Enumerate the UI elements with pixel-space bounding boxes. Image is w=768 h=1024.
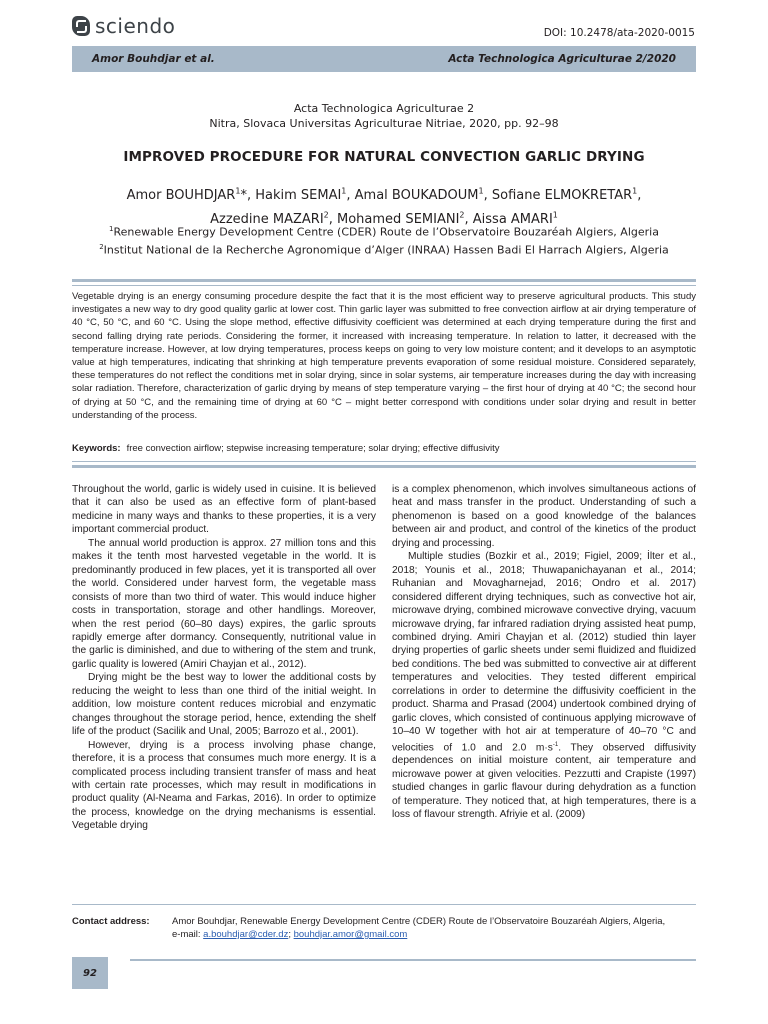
author: Hakim SEMAI$^1$, (255, 187, 355, 204)
paragraph: The annual world production is approx. 27 million tons and this makes it the tenth most harvested vegetable in the world. It is predominantly produced in few places, yet it is transported all over the world. Considered under harvest form, the vegetable mass consists of more than two third of water. This would induce higher costs in transportation, storage and other handlings. Moreover, when the rest period (60–80 days) expires, the garlic sprouts rapidly emerge after dormancy. Consequently, nutritional value in the garlic is diminished, and due to withering of the stem and trunk, garlic quality is lowered (Amiri Chayjan et al., 2012). (72, 537, 376, 670)
journal-info (0, 101, 768, 131)
email-link-primary[interactable]: a.bouhdjar@cder.dz (203, 929, 289, 940)
running-header-journal: Acta Technologica Agriculturae 2/2020 (448, 53, 676, 65)
author: Amor BOUHDJAR$^1$*, (126, 187, 256, 204)
divider (130, 959, 696, 961)
publisher-logo (72, 14, 175, 38)
running-header (72, 46, 696, 72)
keywords (72, 443, 696, 454)
sciendo-logo-icon (72, 16, 90, 36)
divider (72, 279, 696, 282)
divider (72, 461, 696, 462)
paragraph: Drying might be the best way to lower the additional costs by reducing the weight to less than one third of the initial weight. In addition, low moisture content reduces microbial and enzymatic changes throughout the storage period, hence, extending the shelf life of the product (Sacilik and Unal, 2005; Barrozo et al., 2001). (72, 672, 376, 738)
divider (72, 904, 696, 905)
body-column-left (72, 483, 376, 833)
affiliations (60, 222, 708, 257)
abstract: Vegetable drying is an energy consuming procedure despite the fact that it is the most efficient way to preserve agricultural products. This study investigates a new way to dry good quality garlic at lower cost. Thin garlic layer was submitted to free convection airflow at air drying temperature of 40 °C, 50 °C, and 60 °C. Using the slope method, effective diffusivity coefficient was determined at each drying temperature during the first and second falling drying rate periods. Considering the former, it increased with increasing temperature. In relation to latter, it decreased with the temperature increase. However, at low drying temperatures, process keeps on going to very low moisture content; and it develops to an asymptotic value at high temperatures, indicating that shrinking at high temperature prevents evaporation of some residual moisture. Considered separately, these temperatures do not reflect the conditions met in solar drying, since in solar systems, air temperature increases during the day with increasing solar radiation. Therefore, characterization of garlic drying by means of step temperature varying – the first hour of drying at 40 °C; the second hour of drying at 50 °C, and the remaining time of drying at 60 °C – might better correspond with conditions under solar drying and result in better understanding of the process. (72, 291, 696, 421)
affiliation: $^2$Institut National de la Recherche Agronomique d’Alger (INRAA) Hassen Badi El Harrach Algiers, Algeria (99, 242, 669, 257)
affiliation: $^1$Renewable Energy Development Centre (CDER) Route de l’Observatoire Bouzaréah Algiers, Algeria (109, 225, 659, 239)
paragraph: is a complex phenomenon, which involves simultaneous actions of heat and mass transfer in the product. Understanding of such a phenomenon is based on a good knowledge of the balances between air and product, and control of the kinetics of the product drying and processing. (392, 484, 696, 549)
author: Aissa AMARI$^1$ (472, 210, 558, 227)
paragraph: However, drying is a process involving phase change, therefore, it is a process that consumes much more energy. It is a complicated process including transient transfer of mass and heat with certain rate processes, which may result in modifications in product quality (Al-Neama and Farkas, 2016). In order to optimize the process, knowledge on the drying mechanisms is essential. Vegetable drying (72, 739, 376, 832)
email-link-secondary[interactable]: bouhdjar.amor@gmail.com (293, 929, 408, 940)
author: Sofiane ELMOKRETAR$^1$, (491, 187, 642, 204)
divider (72, 285, 696, 286)
running-header-authors: Amor Bouhdjar et al. (92, 53, 215, 65)
divider (72, 465, 696, 468)
keywords-text: free convection airflow; stepwise increasing temperature; solar drying; effective diffusivity (126, 443, 500, 454)
author: Mohamed SEMIANI$^2$, (337, 210, 473, 227)
journal-details: Nitra, Slovaca Universitas Agriculturae Nitriae, 2020, pp. 92–98 (209, 117, 559, 130)
body-column-right (392, 483, 696, 822)
publisher-name: sciendo (95, 14, 176, 38)
page-number: 92 (72, 957, 108, 989)
contact-label: Contact address: (72, 916, 150, 927)
journal-name: Acta Technologica Agriculturae 2 (293, 102, 475, 115)
author: Amal BOUKADOUM$^1$, (354, 187, 492, 204)
author: Azzedine MAZARI$^2$, (210, 210, 338, 227)
article-title: IMPROVED PROCEDURE FOR NATURAL CONVECTION GARLIC DRYING (123, 149, 645, 165)
paragraph: Throughout the world, garlic is widely used in cuisine. It is believed that it can also be used as an effective form of plant-based medicine in many ways and thanks to these properties, it is a very important commercial product. (72, 484, 376, 536)
keywords-label: Keywords: (72, 443, 121, 454)
paragraph: Multiple studies (Bozkir et al., 2019; Figiel, 2009; İlter et al., 2018; Younis et al., 2018; Thuwapanichayanan et al., 2014; Ruhanian and Movagharnejad, 2016; Ondro et al. 2017) considered different drying techniques, such as convective hot air, microwave drying, combined microwave convective drying, vacuum microwave drying, far infrared radiation drying assisted heat pump, combined drying. Amiri Chayjan et al. (2012) studied thin layer drying properties of garlic sheets under semi fluidized and fluidized bed conditions. The bed was submitted to convective air at different temperatures and velocities. They tested different empirical correlations in order to determine the diffusivity coefficient in the product. Sharma and Prasad (2004) undertook combined drying of garlic cloves, which consisted of continuous applying microwave of 10–40 W together with hot air at temperature of 40–70 °C and velocities of 1.0 and 2.0 $m\cdot s^{-1}$. They observed diffusivity dependences on initial moisture content, air temperature and microwave power at given velocities. Pezzutti and Crapiste (1997) studied changes in garlic flavour during dehydration as a function of temperature. They noticed that, at high temperatures, there is a loss of flavour strength. Afriyie et al. (2009) (392, 551, 697, 821)
contact-details: Amor Bouhdjar, Renewable Energy Development Centre (CDER) Route de l’Observatoire Bouzaréah Algiers, Algeria, e-mail: a.bouhdjar@cder.dz; bouhdjar.amor@gmail.com (172, 916, 666, 940)
contact-address (72, 915, 696, 941)
doi: DOI: 10.2478/ata-2020-0015 (543, 27, 695, 39)
